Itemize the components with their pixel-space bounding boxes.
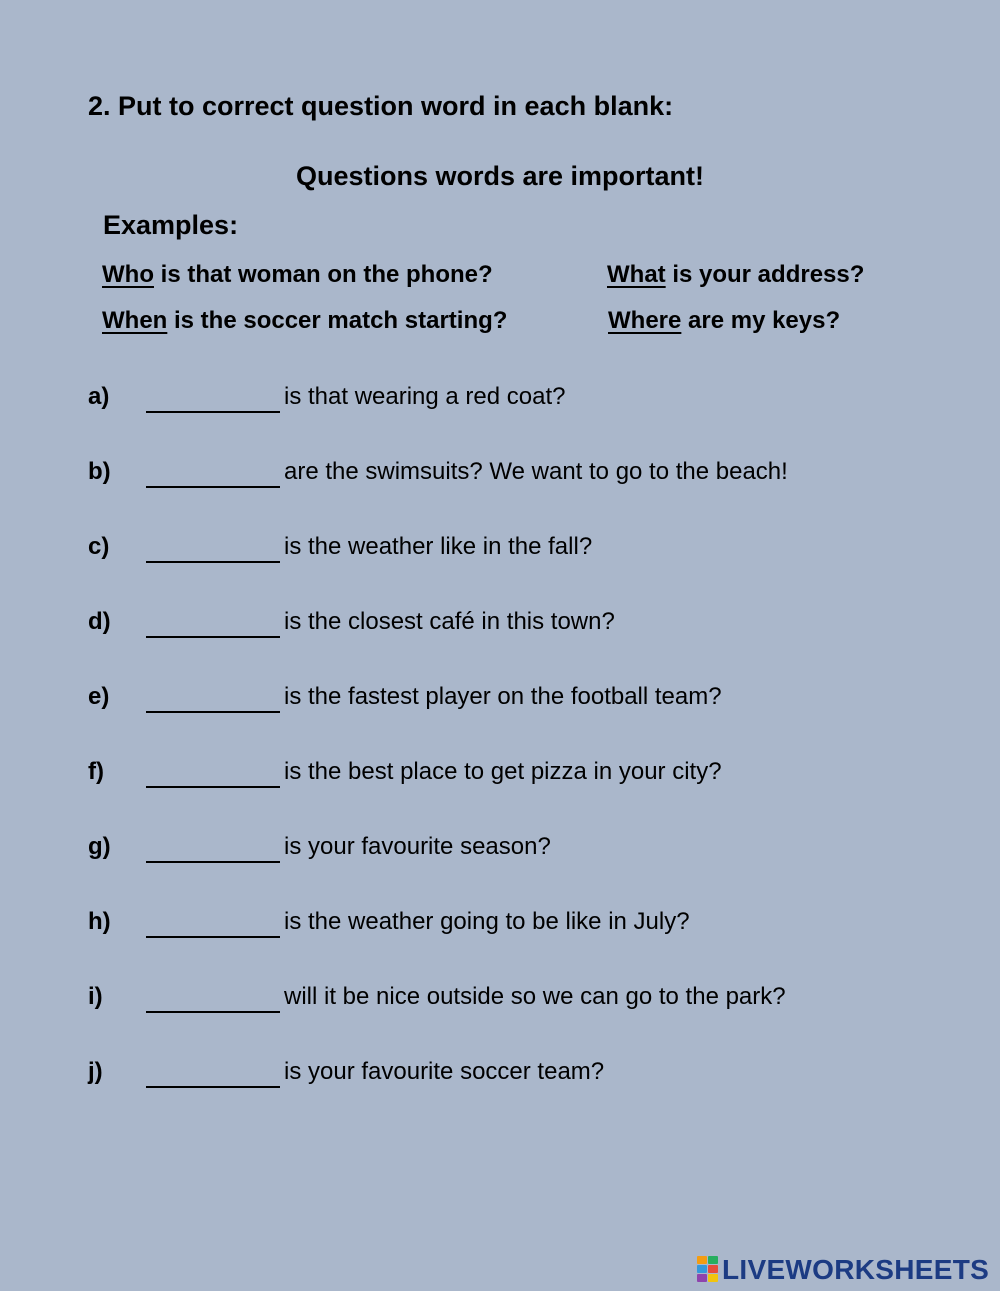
answer-blank-h[interactable] bbox=[146, 908, 280, 938]
logo-icon bbox=[697, 1256, 719, 1284]
question-letter: b) bbox=[88, 458, 111, 485]
example-question-word: Who bbox=[102, 261, 154, 288]
question-text: is the weather like in the fall? bbox=[284, 533, 593, 560]
answer-blank-f[interactable] bbox=[146, 758, 280, 788]
answer-blank-d[interactable] bbox=[146, 608, 280, 638]
liveworksheets-logo bbox=[697, 1254, 989, 1286]
question-letter: e) bbox=[88, 683, 110, 710]
examples-label: Examples: bbox=[103, 210, 239, 240]
example-rest: is your address? bbox=[665, 261, 865, 288]
answer-blank-e[interactable] bbox=[146, 683, 280, 713]
question-text: is the closest café in this town? bbox=[284, 608, 615, 635]
question-letter: j) bbox=[88, 1058, 103, 1085]
answer-blank-c[interactable] bbox=[146, 533, 280, 563]
example-question-word: Where bbox=[608, 307, 682, 334]
question-letter: h) bbox=[88, 908, 111, 935]
answer-blank-g[interactable] bbox=[146, 833, 280, 863]
question-text: are the swimsuits? We want to go to the beach! bbox=[284, 458, 788, 485]
question-text: is that wearing a red coat? bbox=[284, 383, 566, 410]
answer-blank-j[interactable] bbox=[146, 1058, 280, 1088]
answer-blank-a[interactable] bbox=[146, 383, 280, 413]
question-letter: a) bbox=[88, 383, 110, 410]
exercise-heading: 2. Put to correct question word in each blank: bbox=[88, 91, 674, 121]
exercise-subheading: Questions words are important! bbox=[295, 161, 705, 191]
answer-blank-i[interactable] bbox=[146, 983, 280, 1013]
example-rest: are my keys? bbox=[681, 307, 841, 334]
example-question-word: What bbox=[607, 261, 666, 288]
question-text: will it be nice outside so we can go to the park? bbox=[284, 983, 786, 1010]
example-sentence bbox=[102, 307, 507, 335]
example-rest: is the soccer match starting? bbox=[167, 307, 508, 334]
question-text: is your favourite season? bbox=[284, 833, 551, 860]
question-text: is your favourite soccer team? bbox=[284, 1058, 605, 1085]
question-letter: c) bbox=[88, 533, 110, 560]
logo-text: LIVEWORKSHEETS bbox=[722, 1254, 990, 1285]
example-question-word: When bbox=[102, 307, 168, 334]
question-text: is the best place to get pizza in your city? bbox=[284, 758, 722, 785]
example-sentence bbox=[608, 307, 840, 335]
answer-blank-b[interactable] bbox=[146, 458, 280, 488]
example-rest: is that woman on the phone? bbox=[153, 261, 493, 288]
question-letter: i) bbox=[88, 983, 103, 1010]
example-sentence bbox=[102, 261, 493, 289]
question-letter: f) bbox=[88, 758, 104, 785]
question-letter: d) bbox=[88, 608, 111, 635]
example-sentence bbox=[607, 261, 864, 289]
question-text: is the fastest player on the football team? bbox=[284, 683, 722, 710]
question-letter: g) bbox=[88, 833, 111, 860]
question-text: is the weather going to be like in July? bbox=[284, 908, 690, 935]
